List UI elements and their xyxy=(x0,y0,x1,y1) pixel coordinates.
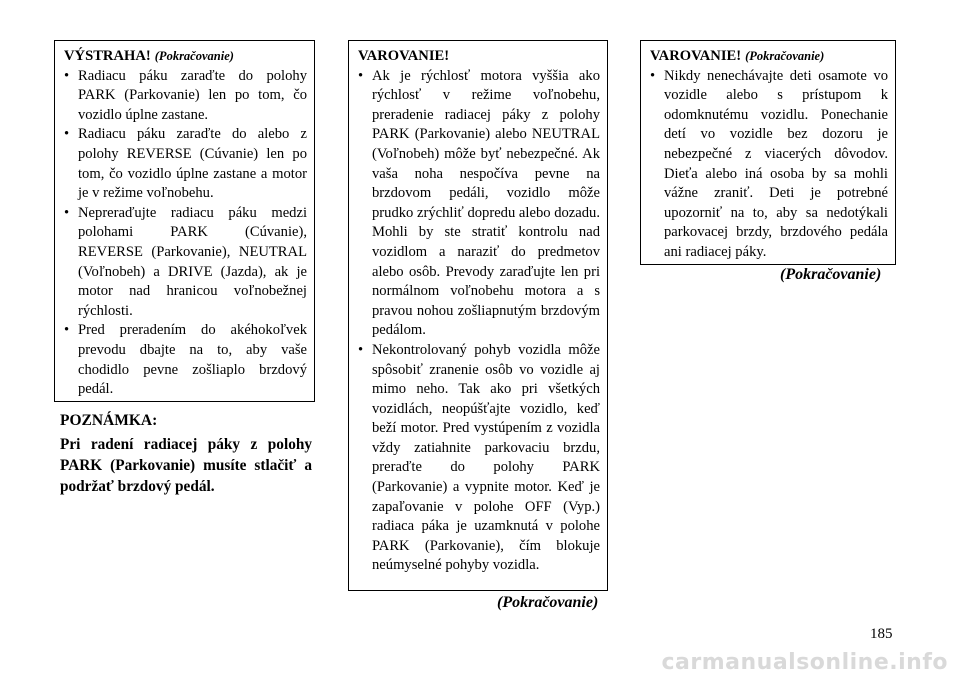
warning-title-text: VAROVANIE! xyxy=(650,48,742,64)
continued-footer: (Pokračovanie) xyxy=(497,594,599,611)
warning-title-text: VAROVANIE! xyxy=(358,48,450,64)
warning-item: • Radiacu páku zaraďte do polohy PARK (Parkovanie) len po tom, čo vozidlo úplne zastane. xyxy=(64,67,307,126)
warning-list xyxy=(650,67,888,263)
warning-list xyxy=(64,67,307,400)
warning-item: • Radiacu páku zaraďte do alebo z polohy REVERSE (Cúvanie) len po tom, čo vozidlo úplne zastane a motor je v režime voľnobehu. xyxy=(64,125,307,203)
warning-list xyxy=(358,67,600,576)
warning-title-text: VÝSTRAHA! xyxy=(64,48,151,64)
continued-label: (Pokračovanie) xyxy=(154,49,234,63)
warning-box-middle xyxy=(348,40,608,591)
continued-footer: (Pokračovanie) xyxy=(780,266,882,283)
continued-label: (Pokračovanie) xyxy=(745,49,825,63)
watermark-text: carmanualsonline.info xyxy=(661,650,948,675)
warning-box-right xyxy=(640,40,896,265)
warning-item: • Nikdy nenechávajte deti osamote vo vozidle alebo s prístupom k odomknutému vozidlu. Ponechanie detí vo vozidle bez dozoru je nebezpečné z viacerých dôvodov. Dieťa alebo iná osoba by sa mohli vážne zraniť. Deti je potrebné upozorniť na to, aby sa nedotýkali parkovacej brzdy, brzdového pedála ani radiacej páky. xyxy=(650,67,888,263)
warning-title xyxy=(358,47,600,67)
page-number: 185 xyxy=(870,626,893,642)
warning-title xyxy=(64,47,307,67)
warning-item: • Ak je rýchlosť motora vyššia ako rýchlosť v režime voľnobehu, preradenie radiacej páky z polohy PARK (Parkovanie) alebo NEUTRAL (Voľnobeh) môže byť nebezpečné. Ak vaša noha nespočíva pevne na brzdovom pedáli, vozidlo môže prudko zrýchliť dopredu alebo dozadu. Mohli by ste stratiť kontrolu nad vozidlom a naraziť do predmetov alebo osôb. Prevody zaraďujte len pri normálnom voľnobehu motora a s pravou nohou zošliapnutým brzdovým pedálom. xyxy=(358,67,600,341)
warning-item: • Nekontrolovaný pohyb vozidla môže spôsobiť zranenie osôb vo vozidle aj mimo neho. Tak ako pri všetkých vozidlách, neopúšťajte vozidlo, keď beží motor. Pred vystúpením z vozidla vždy zatiahnite parkovaciu brzdu, preraďte do polohy PARK (Parkovanie) a vypnite motor. Keď je zapaľovanie v polohe OFF (Vyp.) radiaca páka je uzamknutá v polohe PARK (Parkovanie), čím blokuje neúmyselné pohyby vozidla. xyxy=(358,341,600,576)
note-body: Pri radení radiacej páky z polohy PARK (Parkovanie) musíte stlačiť a podržať brzdový pedál. xyxy=(60,436,312,495)
warning-title xyxy=(650,47,888,67)
warning-box-left xyxy=(54,40,315,402)
warning-item: • Pred preradením do akéhokoľvek prevodu dbajte na to, aby vaše chodidlo pevne zošliaplo brzdový pedál. xyxy=(64,321,307,399)
warning-item: • Nepreraďujte radiacu páku medzi polohami PARK (Cúvanie), REVERSE (Parkovanie), NEUTRAL (Voľnobeh) a DRIVE (Jazda), ak je motor nad hranicou voľnobežnej rýchlosti. xyxy=(64,204,307,322)
note-heading: POZNÁMKA: xyxy=(60,412,158,429)
